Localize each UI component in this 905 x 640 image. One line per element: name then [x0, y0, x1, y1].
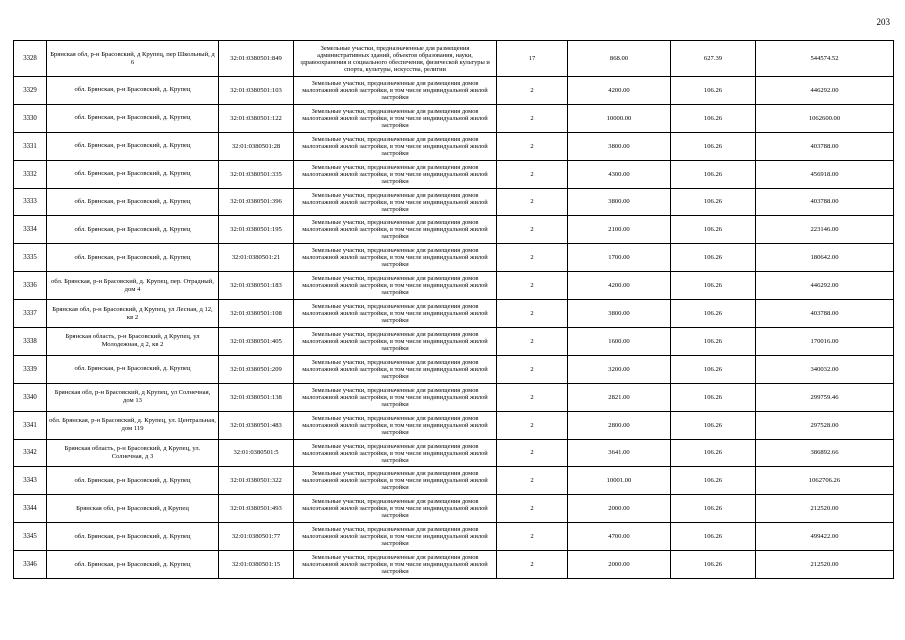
- row-number: 3342: [14, 439, 47, 467]
- specific-value-cell: 106.26: [671, 160, 756, 188]
- cadastral-value-cell: 170016.00: [756, 328, 894, 356]
- address-cell: обл. Брянская, р-н Брасовский, д. Крупец: [47, 244, 219, 272]
- row-number: 3331: [14, 132, 47, 160]
- table-row: [14, 104, 894, 132]
- table-row: [14, 188, 894, 216]
- table-row: [14, 523, 894, 551]
- specific-value-cell: 106.26: [671, 328, 756, 356]
- specific-value-cell: 627.39: [671, 41, 756, 77]
- land-purpose-cell: Земельные участки, предназначенные для размещения домов малоэтажной жилой застройки, в том числе индивидуальной жилой застройки: [294, 300, 497, 328]
- purpose-code-cell: 2: [497, 216, 568, 244]
- address-cell: обл. Брянская, р-н Брасовский, д. Крупец: [47, 216, 219, 244]
- cadastral-number-cell: 32:01:0380501:138: [219, 383, 294, 411]
- area-cell: 868.00: [568, 41, 671, 77]
- area-cell: 1700.00: [568, 244, 671, 272]
- table-row: [14, 216, 894, 244]
- table-row: [14, 439, 894, 467]
- specific-value-cell: 106.26: [671, 244, 756, 272]
- row-number: 3341: [14, 411, 47, 439]
- table-row: [14, 551, 894, 579]
- cadastral-value-cell: 446292.00: [756, 77, 894, 105]
- table-body: [14, 41, 894, 579]
- table-row: [14, 160, 894, 188]
- purpose-code-cell: 2: [497, 244, 568, 272]
- purpose-code-cell: 2: [497, 132, 568, 160]
- table-row: [14, 383, 894, 411]
- area-cell: 4200.00: [568, 272, 671, 300]
- cadastral-number-cell: 32:01:0380501:322: [219, 467, 294, 495]
- cadastral-value-cell: 297528.00: [756, 411, 894, 439]
- row-number: 3330: [14, 104, 47, 132]
- table-row: [14, 77, 894, 105]
- area-cell: 10001.00: [568, 467, 671, 495]
- purpose-code-cell: 2: [497, 355, 568, 383]
- address-cell: обл. Брянская, р-н Брасовский, д. Крупец: [47, 132, 219, 160]
- area-cell: 2800.00: [568, 411, 671, 439]
- land-purpose-cell: Земельные участки, предназначенные для размещения домов малоэтажной жилой застройки, в том числе индивидуальной жилой застройки: [294, 77, 497, 105]
- cadastral-number-cell: 32:01:0380501:405: [219, 328, 294, 356]
- address-cell: обл. Брянская, р-н Брасовский, д. Крупец: [47, 355, 219, 383]
- area-cell: 2000.00: [568, 551, 671, 579]
- land-purpose-cell: Земельные участки, предназначенные для размещения домов малоэтажной жилой застройки, в том числе индивидуальной жилой застройки: [294, 244, 497, 272]
- land-purpose-cell: Земельные участки, предназначенные для размещения домов малоэтажной жилой застройки, в том числе индивидуальной жилой застройки: [294, 439, 497, 467]
- cadastral-value-cell: 223146.00: [756, 216, 894, 244]
- specific-value-cell: 106.26: [671, 188, 756, 216]
- address-cell: Брянская область, р-н Брасовский, д Крупец, ул Молодежная, д 2, кв 2: [47, 328, 219, 356]
- purpose-code-cell: 2: [497, 439, 568, 467]
- cadastral-number-cell: 32:01:0380501:122: [219, 104, 294, 132]
- area-cell: 3200.00: [568, 355, 671, 383]
- area-cell: 4200.00: [568, 77, 671, 105]
- specific-value-cell: 106.26: [671, 439, 756, 467]
- specific-value-cell: 106.26: [671, 104, 756, 132]
- row-number: 3334: [14, 216, 47, 244]
- purpose-code-cell: 2: [497, 411, 568, 439]
- land-purpose-cell: Земельные участки, предназначенные для размещения домов малоэтажной жилой застройки, в том числе индивидуальной жилой застройки: [294, 272, 497, 300]
- cadastral-number-cell: 32:01:0380501:493: [219, 495, 294, 523]
- cadastral-value-cell: 446292.00: [756, 272, 894, 300]
- row-number: 3332: [14, 160, 47, 188]
- table-row: [14, 244, 894, 272]
- cadastral-number-cell: 32:01:0380501:15: [219, 551, 294, 579]
- table-row: [14, 41, 894, 77]
- address-cell: обл. Брянская, р-н Брасовский, д. Крупец: [47, 467, 219, 495]
- area-cell: 4300.00: [568, 160, 671, 188]
- purpose-code-cell: 2: [497, 467, 568, 495]
- cadastral-number-cell: 32:01:0380501:77: [219, 523, 294, 551]
- specific-value-cell: 106.26: [671, 272, 756, 300]
- area-cell: 3800.00: [568, 188, 671, 216]
- land-purpose-cell: Земельные участки, предназначенные для размещения домов малоэтажной жилой застройки, в том числе индивидуальной жилой застройки: [294, 551, 497, 579]
- address-cell: Брянская обл, р-н Брасовский, д Крупец, ул Лесная, д 12, кв 2: [47, 300, 219, 328]
- cadastral-value-cell: 180642.00: [756, 244, 894, 272]
- cadastral-value-cell: 1062600.00: [756, 104, 894, 132]
- address-cell: Брянская обл, р-н Брасовский, д Крупец, пер Школьный, д 6: [47, 41, 219, 77]
- land-purpose-cell: Земельные участки, предназначенные для размещения административных зданий, объектов образования, науки, здравоохранения и социального обеспечения, физической культуры и спорта, культуры, искусства, религии: [294, 41, 497, 77]
- address-cell: обл. Брянская, р-н Брасовский, д. Крупец: [47, 104, 219, 132]
- row-number: 3339: [14, 355, 47, 383]
- area-cell: 1600.00: [568, 328, 671, 356]
- purpose-code-cell: 2: [497, 300, 568, 328]
- cadastral-number-cell: 32:01:0380501:103: [219, 77, 294, 105]
- cadastral-value-cell: 212520.00: [756, 551, 894, 579]
- page-number: 203: [876, 17, 890, 27]
- cadastral-number-cell: 32:01:0380501:849: [219, 41, 294, 77]
- purpose-code-cell: 2: [497, 188, 568, 216]
- address-cell: Брянская обл, р-н Брасовский, д Крупец, ул Солнечная, дом 13: [47, 383, 219, 411]
- area-cell: 3641.00: [568, 439, 671, 467]
- address-cell: обл. Брянская, р-н Брасовский, д. Крупец: [47, 188, 219, 216]
- area-cell: 10000.00: [568, 104, 671, 132]
- specific-value-cell: 106.26: [671, 495, 756, 523]
- cadastral-value-cell: 499422.00: [756, 523, 894, 551]
- land-purpose-cell: Земельные участки, предназначенные для размещения домов малоэтажной жилой застройки, в том числе индивидуальной жилой застройки: [294, 523, 497, 551]
- row-number: 3337: [14, 300, 47, 328]
- land-purpose-cell: Земельные участки, предназначенные для размещения домов малоэтажной жилой застройки, в том числе индивидуальной жилой застройки: [294, 160, 497, 188]
- row-number: 3346: [14, 551, 47, 579]
- address-cell: обл. Брянская, р-н Брасовский, д. Крупец: [47, 77, 219, 105]
- address-cell: обл. Брянская, р-н Брасовский, д. Крупец, пер. Отрадный, дом 4: [47, 272, 219, 300]
- address-cell: обл. Брянская, р-н Брасовский, д. Крупец, ул. Центральная, дом 119: [47, 411, 219, 439]
- specific-value-cell: 106.26: [671, 551, 756, 579]
- address-cell: Брянская область, р-н Брасовский, д Крупец, ул. Солнечная, д 3: [47, 439, 219, 467]
- cadastral-value-cell: 386892.66: [756, 439, 894, 467]
- land-purpose-cell: Земельные участки, предназначенные для размещения домов малоэтажной жилой застройки, в том числе индивидуальной жилой застройки: [294, 188, 497, 216]
- land-purpose-cell: Земельные участки, предназначенные для размещения домов малоэтажной жилой застройки, в том числе индивидуальной жилой застройки: [294, 495, 497, 523]
- cadastral-number-cell: 32:01:0380501:195: [219, 216, 294, 244]
- specific-value-cell: 106.26: [671, 467, 756, 495]
- table-row: [14, 495, 894, 523]
- purpose-code-cell: 2: [497, 160, 568, 188]
- specific-value-cell: 106.26: [671, 132, 756, 160]
- land-purpose-cell: Земельные участки, предназначенные для размещения домов малоэтажной жилой застройки, в том числе индивидуальной жилой застройки: [294, 104, 497, 132]
- land-purpose-cell: Земельные участки, предназначенные для размещения домов малоэтажной жилой застройки, в том числе индивидуальной жилой застройки: [294, 467, 497, 495]
- row-number: 3333: [14, 188, 47, 216]
- address-cell: обл. Брянская, р-н Брасовский, д. Крупец: [47, 160, 219, 188]
- cadastral-number-cell: 32:01:0380501:28: [219, 132, 294, 160]
- cadastral-value-cell: 1062706.26: [756, 467, 894, 495]
- cadastral-number-cell: 32:01:0380501:396: [219, 188, 294, 216]
- specific-value-cell: 106.26: [671, 523, 756, 551]
- row-number: 3343: [14, 467, 47, 495]
- row-number: 3328: [14, 41, 47, 77]
- row-number: 3340: [14, 383, 47, 411]
- row-number: 3344: [14, 495, 47, 523]
- row-number: 3329: [14, 77, 47, 105]
- cadastral-number-cell: 32:01:0380501:21: [219, 244, 294, 272]
- cadastral-number-cell: 32:01:0380501:183: [219, 272, 294, 300]
- purpose-code-cell: 2: [497, 495, 568, 523]
- table-row: [14, 467, 894, 495]
- cadastral-value-cell: 456918.00: [756, 160, 894, 188]
- land-purpose-cell: Земельные участки, предназначенные для размещения домов малоэтажной жилой застройки, в том числе индивидуальной жилой застройки: [294, 355, 497, 383]
- purpose-code-cell: 2: [497, 77, 568, 105]
- specific-value-cell: 106.26: [671, 411, 756, 439]
- address-cell: обл. Брянская, р-н Брасовский, д. Крупец: [47, 523, 219, 551]
- row-number: 3335: [14, 244, 47, 272]
- area-cell: 3800.00: [568, 300, 671, 328]
- specific-value-cell: 106.26: [671, 216, 756, 244]
- purpose-code-cell: 2: [497, 551, 568, 579]
- cadastral-value-cell: 212520.00: [756, 495, 894, 523]
- cadastral-number-cell: 32:01:0380501:108: [219, 300, 294, 328]
- cadastral-number-cell: 32:01:0380501:209: [219, 355, 294, 383]
- cadastral-value-cell: 299759.46: [756, 383, 894, 411]
- cadastral-value-cell: 403788.00: [756, 188, 894, 216]
- area-cell: 3800.00: [568, 132, 671, 160]
- table-row: [14, 300, 894, 328]
- table-row: [14, 272, 894, 300]
- cadastral-value-cell: 544574.52: [756, 41, 894, 77]
- purpose-code-cell: 2: [497, 328, 568, 356]
- cadastral-number-cell: 32:01:0380501:335: [219, 160, 294, 188]
- area-cell: 2000.00: [568, 495, 671, 523]
- specific-value-cell: 106.26: [671, 355, 756, 383]
- cadastral-value-cell: 403788.00: [756, 300, 894, 328]
- purpose-code-cell: 17: [497, 41, 568, 77]
- row-number: 3338: [14, 328, 47, 356]
- area-cell: 2821.00: [568, 383, 671, 411]
- land-purpose-cell: Земельные участки, предназначенные для размещения домов малоэтажной жилой застройки, в том числе индивидуальной жилой застройки: [294, 411, 497, 439]
- specific-value-cell: 106.26: [671, 300, 756, 328]
- cadastral-value-cell: 340032.00: [756, 355, 894, 383]
- cadastral-number-cell: 32:01:0380501:483: [219, 411, 294, 439]
- land-purpose-cell: Земельные участки, предназначенные для размещения домов малоэтажной жилой застройки, в том числе индивидуальной жилой застройки: [294, 383, 497, 411]
- table-row: [14, 132, 894, 160]
- row-number: 3336: [14, 272, 47, 300]
- purpose-code-cell: 2: [497, 104, 568, 132]
- table-row: [14, 411, 894, 439]
- row-number: 3345: [14, 523, 47, 551]
- land-purpose-cell: Земельные участки, предназначенные для размещения домов малоэтажной жилой застройки, в том числе индивидуальной жилой застройки: [294, 132, 497, 160]
- land-purpose-cell: Земельные участки, предназначенные для размещения домов малоэтажной жилой застройки, в том числе индивидуальной жилой застройки: [294, 216, 497, 244]
- area-cell: 4700.00: [568, 523, 671, 551]
- address-cell: Брянская обл, р-н Брасовский, д Крупец: [47, 495, 219, 523]
- cadastral-value-table: [13, 40, 894, 579]
- purpose-code-cell: 2: [497, 383, 568, 411]
- address-cell: обл. Брянская, р-н Брасовский, д. Крупец: [47, 551, 219, 579]
- area-cell: 2100.00: [568, 216, 671, 244]
- table-row: [14, 355, 894, 383]
- cadastral-value-cell: 403788.00: [756, 132, 894, 160]
- specific-value-cell: 106.26: [671, 77, 756, 105]
- table-row: [14, 328, 894, 356]
- land-purpose-cell: Земельные участки, предназначенные для размещения домов малоэтажной жилой застройки, в том числе индивидуальной жилой застройки: [294, 328, 497, 356]
- purpose-code-cell: 2: [497, 523, 568, 551]
- cadastral-number-cell: 32:01:0380501:5: [219, 439, 294, 467]
- purpose-code-cell: 2: [497, 272, 568, 300]
- specific-value-cell: 106.26: [671, 383, 756, 411]
